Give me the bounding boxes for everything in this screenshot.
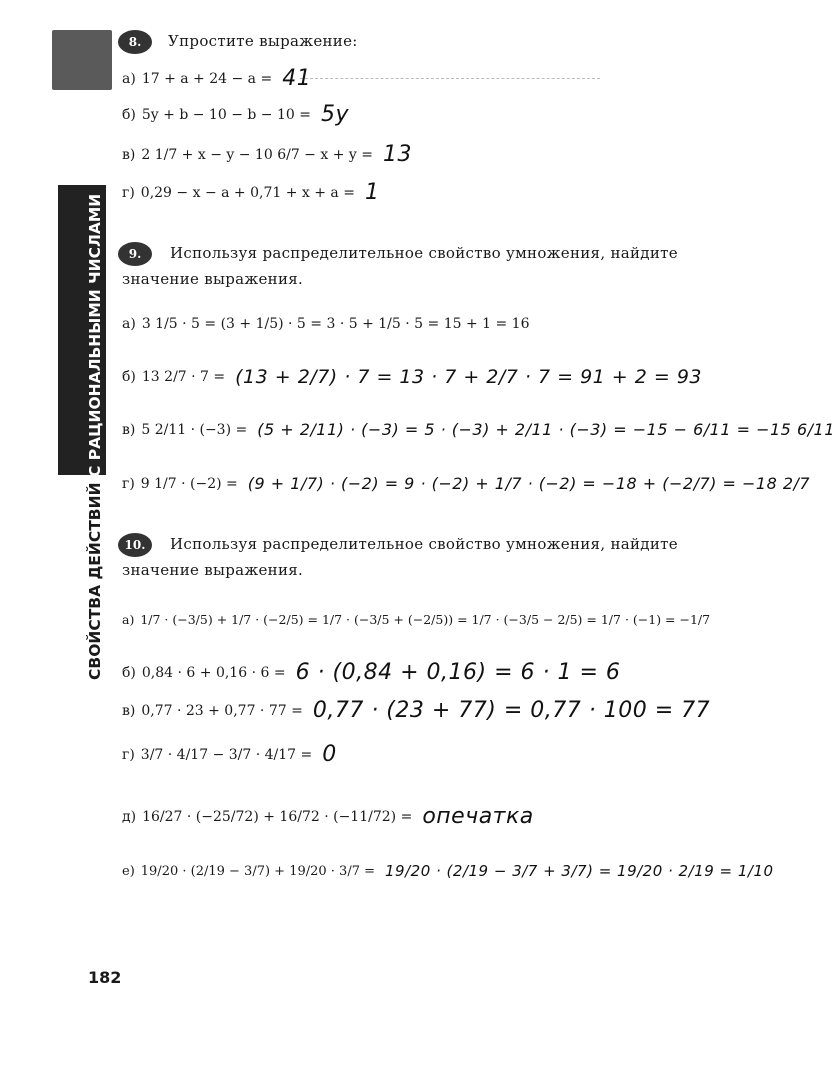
chapter-label-part1: СВОЙСТВА ДЕЙСТВИЙ [86, 482, 104, 680]
item-expression: 2 1/7 + x − y − 10 6/7 − x + y = [141, 146, 373, 163]
task-number-badge: 8. [118, 30, 152, 54]
item-letter: а) [122, 70, 136, 87]
task-item [122, 142, 412, 167]
task-item [122, 180, 379, 205]
item-letter: б) [122, 664, 136, 681]
handwritten-answer: (5 + 2/11) · (−3) = 5 · (−3) + 2/11 · (−3) = −15 − 6/11 = −15 6/11 [257, 420, 835, 439]
task-title-line2: значение выражения. [122, 270, 304, 288]
item-expression: 5 2/11 · (−3) = [141, 421, 248, 438]
item-letter: г) [122, 184, 135, 201]
handwritten-answer: 6 · (0,84 + 0,16) = 6 · 1 = 6 [295, 660, 621, 685]
task-item [122, 474, 810, 493]
item-expression: 5y + b − 10 − b − 10 = [141, 106, 311, 123]
item-expression: 3 1/5 · 5 = (3 + 1/5) · 5 = 3 · 5 + 1/5 · 5 = 15 + 1 = 16 [141, 316, 530, 332]
item-expression: 19/20 · (2/19 − 3/7) + 19/20 · 3/7 = [140, 863, 376, 879]
task-title: Упростите выражение: [168, 32, 358, 50]
task-item [122, 660, 620, 685]
task-title-line2: значение выражения. [122, 561, 304, 579]
handwritten-answer: опечатка [422, 804, 534, 829]
item-expression: 0,84 · 6 + 0,16 · 6 = [141, 664, 286, 681]
task-item [122, 804, 534, 829]
task-item [122, 66, 311, 91]
task-item [122, 862, 774, 880]
handwritten-answer: 5y [320, 102, 349, 127]
item-letter: в) [122, 146, 136, 163]
chapter-tab-top [52, 30, 112, 90]
handwritten-answer: (9 + 1/7) · (−2) = 9 · (−2) + 1/7 · (−2) = −18 + (−2/7) = −18 2/7 [247, 474, 811, 493]
item-expression: 9 1/7 · (−2) = [140, 475, 238, 492]
answer-rule [300, 78, 600, 79]
item-expression: 0,77 · 23 + 0,77 · 77 = [141, 702, 303, 719]
task-title-line1: Используя распределительное свойство умножения, найдите [170, 535, 678, 553]
item-expression: 0,29 − x − a + 0,71 + x + a = [140, 184, 355, 201]
task-number-badge: 9. [118, 242, 152, 266]
handwritten-answer: (13 + 2/7) · 7 = 13 · 7 + 2/7 · 7 = 91 + 2 = 93 [235, 366, 703, 388]
task-item [122, 366, 702, 388]
task-item [122, 698, 710, 723]
page-number: 182 [88, 968, 122, 987]
item-expression: 3/7 · 4/17 − 3/7 · 4/17 = [140, 746, 313, 763]
task-item [122, 742, 337, 767]
task-item [122, 316, 540, 332]
item-expression: 17 + a + 24 − a = [141, 70, 273, 87]
chapter-label-part2: С РАЦИОНАЛЬНЫМИ ЧИСЛАМИ [86, 193, 104, 478]
item-expression: 16/27 · (−25/72) + 16/72 · (−11/72) = [142, 808, 413, 825]
item-letter: в) [122, 421, 136, 438]
task-item [122, 612, 720, 627]
item-letter: а) [122, 316, 136, 332]
item-letter: б) [122, 106, 136, 123]
item-letter: а) [122, 612, 135, 627]
handwritten-answer: 1 [364, 180, 380, 205]
handwritten-answer: 19/20 · (2/19 − 3/7 + 3/7) = 19/20 · 2/19 = 1/10 [385, 862, 774, 880]
task-item [122, 420, 835, 439]
handwritten-answer: 41 [282, 66, 312, 91]
item-expression: 1/7 · (−3/5) + 1/7 · (−2/5) = 1/7 · (−3/5 + (−2/5)) = 1/7 · (−3/5 − 2/5) = 1/7 · (−1) = −1/7 [140, 612, 711, 627]
item-letter: д) [122, 808, 137, 825]
item-letter: г) [122, 475, 135, 492]
task-title-line1: Используя распределительное свойство умножения, найдите [170, 244, 678, 262]
handwritten-answer: 0 [322, 742, 337, 767]
task-number-badge: 10. [118, 533, 152, 557]
handwritten-answer: 0,77 · (23 + 77) = 0,77 · 100 = 77 [312, 698, 711, 723]
item-letter: б) [122, 369, 136, 385]
handwritten-answer: 13 [382, 142, 412, 167]
item-letter: е) [122, 863, 135, 879]
item-letter: в) [122, 702, 136, 719]
chapter-label [86, 194, 104, 680]
task-item [122, 102, 349, 127]
item-expression: 13 2/7 · 7 = [141, 369, 226, 385]
item-letter: г) [122, 746, 135, 763]
